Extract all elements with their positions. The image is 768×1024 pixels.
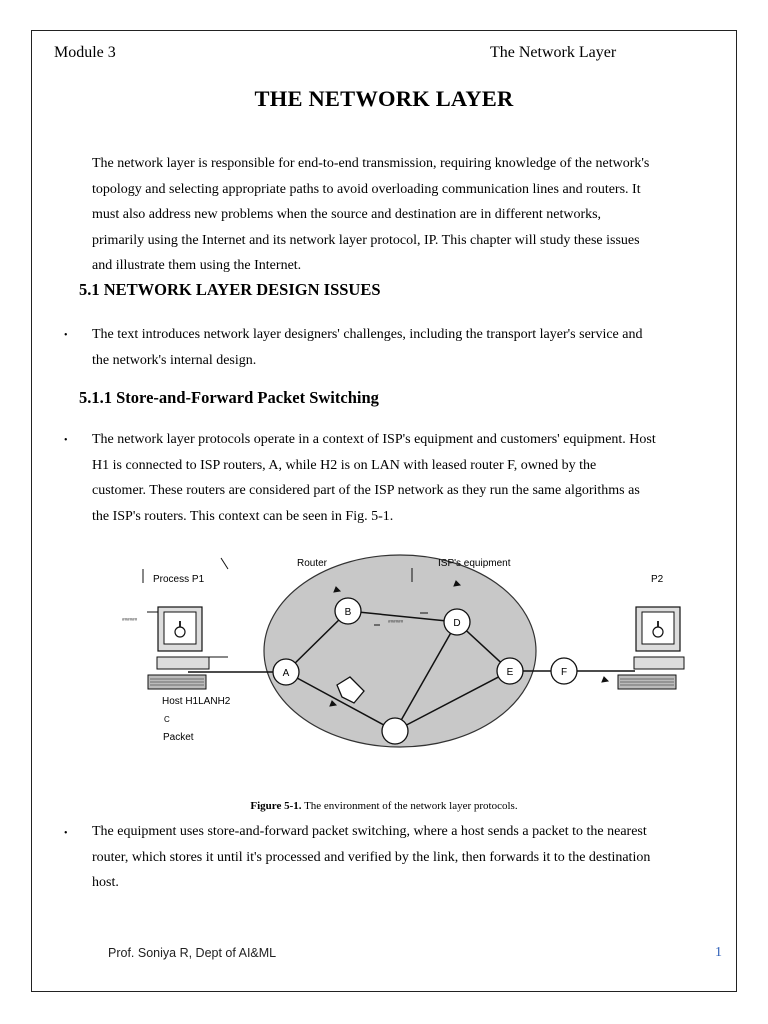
section1-bullet-paragraph xyxy=(92,322,717,373)
intro-line: and illustrate them using the Internet. xyxy=(92,258,302,273)
intro-line: must also address new problems when the source and destination are in different networks, xyxy=(92,207,602,222)
section2-bullet1-paragraph xyxy=(92,427,717,529)
intro-line: topology and selecting appropriate paths to avoid overloading communication lines and routers. It xyxy=(92,181,641,197)
figure-caption-text: The environment of the network layer protocols. xyxy=(301,800,518,812)
section2-line: router, which stores it until it's processed and verified by the link, then forwards it to the destination xyxy=(92,849,651,865)
bullet-marker: • xyxy=(64,330,68,341)
section2-line: customer. These routers are considered part of the ISP network as they run the same algorithms as xyxy=(92,483,640,498)
section-heading-5-1-1: 5.1.1 Store-and-Forward Packet Switching xyxy=(79,388,379,407)
figure-5-1-diagram xyxy=(110,545,664,755)
label-packet: Packet xyxy=(163,732,194,743)
section1-line: the network's internal design. xyxy=(92,352,257,368)
label-router: Router xyxy=(297,558,328,569)
node-label-f: F xyxy=(560,667,568,678)
label-isp-equipment: ISP's equipment xyxy=(438,558,511,569)
bullet-marker: • xyxy=(64,828,68,839)
node-label-b: B xyxy=(344,607,352,618)
host-h2-computer-icon xyxy=(618,607,684,689)
figure-caption-label: Figure 5-1. xyxy=(250,800,302,812)
node-label-e: E xyxy=(506,667,514,678)
section2-line: The network layer protocols operate in a context of ISP's equipment and customers' equipment. Host xyxy=(92,432,656,447)
isp-network-ellipse xyxy=(264,555,536,747)
section2-line: The equipment uses store-and-forward packet switching, where a host sends a packet to the nearest xyxy=(92,824,647,839)
page-number: 1 xyxy=(715,945,722,960)
bullet-marker: • xyxy=(64,435,68,446)
header-chapter: The Network Layer xyxy=(490,44,617,61)
page-title: THE NETWORK LAYER xyxy=(254,86,514,111)
intro-line: primarily using the Internet and its network layer protocol, IP. This chapter will study these issues xyxy=(92,232,640,248)
tiny-caption-left: ###### xyxy=(122,617,138,622)
label-process-p1: Process P1 xyxy=(153,574,205,585)
label-p2: P2 xyxy=(651,574,664,585)
header-module: Module 3 xyxy=(54,44,116,61)
node-label-a: A xyxy=(282,668,290,679)
host-h1-computer-icon xyxy=(148,607,209,689)
section1-line: The text introduces network layer designers' challenges, including the transport layer's service and xyxy=(92,327,643,342)
intro-paragraph xyxy=(92,151,717,279)
label-host: Host H1LANH2 xyxy=(162,696,231,707)
footer-author: Prof. Soniya R, Dept of AI&ML xyxy=(108,946,277,960)
intro-line: The network layer is responsible for end-to-end transmission, requiring knowledge of the network's xyxy=(92,156,650,171)
section2-line: H1 is connected to ISP routers, A, while H2 is on LAN with leased router F, owned by the xyxy=(92,457,597,473)
section-heading-5-1: 5.1 NETWORK LAYER DESIGN ISSUES xyxy=(79,280,381,299)
section2-line: host. xyxy=(92,875,119,890)
tiny-caption-mid: ###### xyxy=(388,619,404,624)
label-c: C xyxy=(164,715,170,724)
node-label-d: D xyxy=(453,618,461,629)
router-node-c xyxy=(382,718,408,744)
section2-bullet2-paragraph xyxy=(92,819,717,896)
figure-caption xyxy=(0,800,768,812)
section2-line: the ISP's routers. This context can be seen in Fig. 5-1. xyxy=(92,508,394,524)
